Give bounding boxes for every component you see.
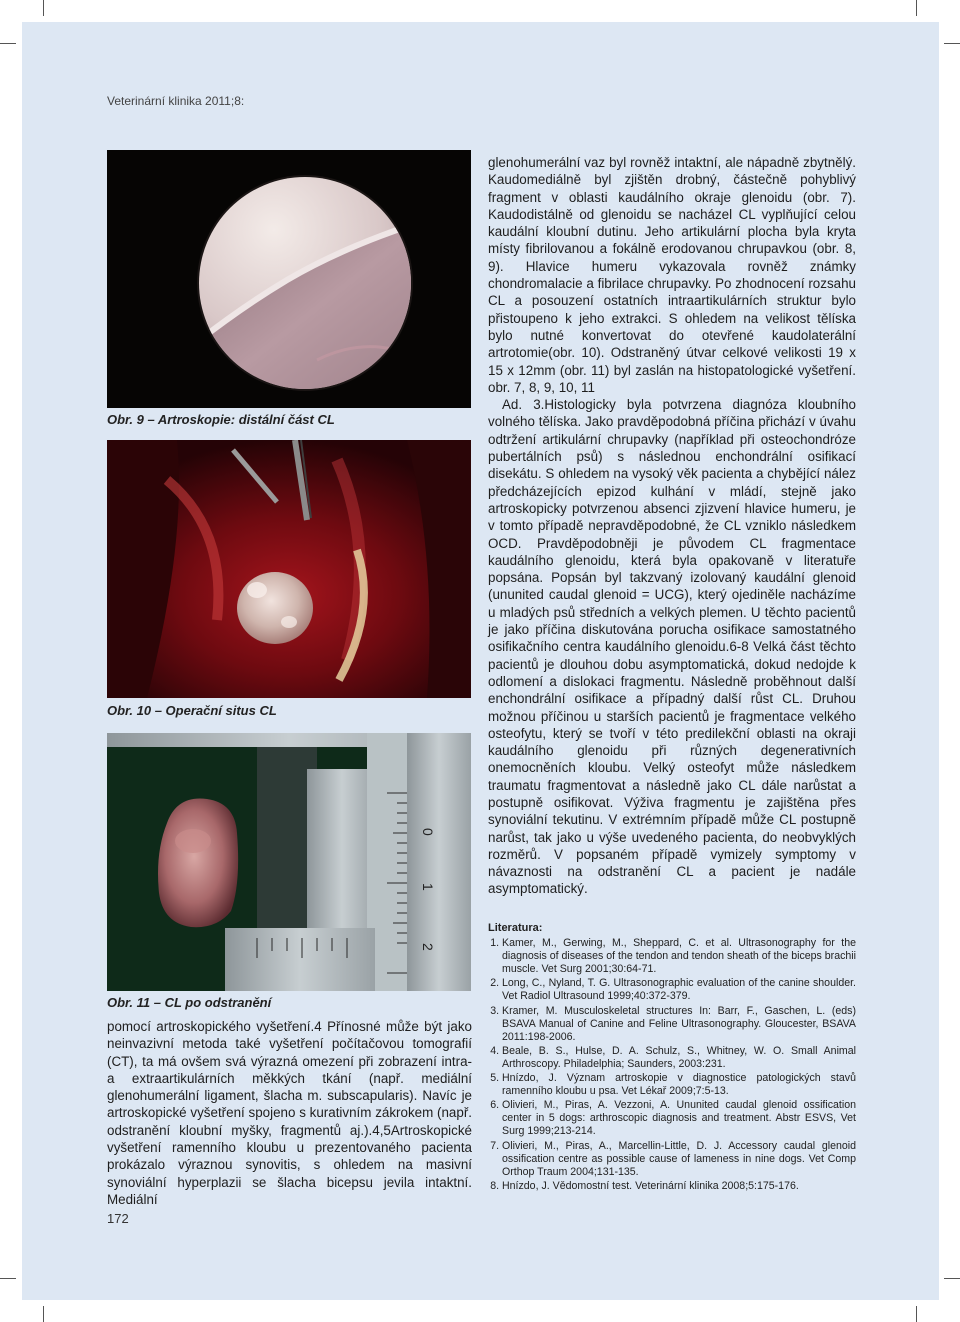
right-column-text <box>488 154 856 898</box>
references-section <box>488 922 856 1194</box>
crop-mark <box>43 1306 44 1322</box>
figure-10-caption: Obr. 10 – Operační situs CL <box>107 703 277 718</box>
body-paragraph: glenohumerální vaz byl rovněž intaktní, ale nápadně zbytnělý. Kaudomediálně byl zjištěn drobný, částečně pohyblivý fragment v oblasti kaudálního okraje glenoidu (obr. 7). Kaudodistálně od glenoidu se nacházel CL vyplňující celou kaudální kloubní dutinu. Jeho artikulární plocha byla kryta místy fibrilovanou a fokálně erodovanou chrupavkou (obr. 8, 9). Hlavice humeru vykazovala rovněž známky chondromalacie a fibrilace chrupavky. Po zhodnocení rozsahu CL a posouzení ostatních intraartikulárních struktur bylo přistoupeno k jeho extrakci. S ohledem na velikost tělíska bylo nutné konvertovat do otevřené kaudolaterální artrotomie(obr. 10). Odstraněný útvar celkové velikosti 19 x 15 x 12mm (obr. 11) byl zaslán na histopatologické vyšetření. obr. 7, 8, 9, 10, 11 <box>488 155 856 395</box>
reference-item: 6. Olivieri, M., Piras, A. Vezzoni, A. Ununited caudal glenoid ossification center in 5 dogs: arthroscopic diagnosis and treatment. Abstr ESVS, Vet Surg 1999;213-214. <box>502 1099 856 1138</box>
crop-mark <box>916 1306 917 1322</box>
references-list <box>488 937 856 1193</box>
surgical-site-photo <box>107 440 471 698</box>
crop-mark <box>944 43 960 44</box>
ruler-digit-1: 1 <box>420 883 436 891</box>
reference-item: 5. Hnízdo, J. Význam artroskopie v diagnostice patologických stavů ramenního kloubu u psa. Vet Lékař 2009;7:5-13. <box>502 1072 856 1098</box>
reference-item: 7. Olivieri, M., Piras, A., Marcellin-Little, D. J. Accessory caudal glenoid ossification centre as possible cause of lameness in nine dogs. Vet Comp Orthop Traum 2004;131-135. <box>502 1140 856 1179</box>
removed-body-photo <box>107 733 471 991</box>
crop-mark <box>0 43 16 44</box>
references-title: Literatura: <box>488 922 543 934</box>
figure-9-caption: Obr. 9 – Artroskopie: distální část CL <box>107 412 335 427</box>
crop-mark <box>43 0 44 16</box>
body-paragraph: Ad. 3.Histologicky byla potvrzena diagnóza kloubního volného tělíska. Jako pravděpodobná příčina přichází v úvahu odtržení artikulární chrupavky (například při osteochondróze pubertálních psů) s následnou enchondrální osifikací disekátu. S ohledem na vysoký věk pacienta a chybějící nález předcházejících epizod kulhání v mládí, stejně jako artroskopicky potvrzenou absenci zjizvení hlavice humeru, je v tomto případě nepravděpodobné, že CL vzniklo následkem OCD. Pravděpodobněji je původem CL fragmentace kaudálního glenoidu, která byla opakovaně v literatuře popsána. Popsán byl takzvaný izolovaný kaudální glenoid (ununited caudal glenoid = UCG), který ojediněle nacházíme u mladých psů středních a velkých plemen. U těchto pacientů je jako příčina diskutována porucha osifikace samostatného osifikačního centra kaudálního glenoidu.6-8 Velká část těchto pacientů je dlouhou dobu asymptomatická, dokud nedojde k odlomení a dislokaci fragmentu. Následně proběhnout další enchondrální osifikace a případný další růst CL. Druhou možnou příčinou u starších pacientů je fragmentace velkého osteofytu, který se tvoří v této predilekční oblasti na okraji kaudálního glenoidu při různých degenerativních onemocněních kloubu. Velký osteofyt může následkem traumatu fragmentovat a následně jako CL dále narůstat a postupně osifikovat. Výživa fragmentu je zajištěna přes synoviální tekutinu. V extrémním případě může CL postupně narůst, tak jako u výše uvedeného pacienta, do neobvyklých rozměrů. V popsaném případě vymizely symptomy v návaznosti na odstranění CL a pacient je nadále asymptomatický. <box>488 397 856 897</box>
arthroscopy-photo <box>107 150 471 408</box>
crop-mark <box>916 0 917 16</box>
body-paragraph: pomocí artroskopického vyšetření.4 Přínosné může být jako neinvazivní metoda také vyšetření počítačovou tomografií (CT), ta má ovšem svá výrazná omezení při zobrazení intra- a extraartikulárních měkkých tkání (např. mediální glenohumerální ligament, šlacha m. subscapularis). Navíc je artroskopické vyšetření spojeno s kurativním zákrokem (např. odstranění kloubní myšky, fragmentů aj.).4,5Artroskopické vyšetření ramenního kloubu u prezentovaného pacienta prokázalo výraznou synovitis, s ohledem na masivní synoviální hyperplazii se šlacha bicepsu jevila intaktní. Mediální <box>107 1019 472 1207</box>
reference-item: 1. Kamer, M., Gerwing, M., Sheppard, C. et al. Ultrasonography for the diagnosis of diseases of the tendon and tendon sheath of the biceps brachii muscle. Vet Surg 2001;30:64-71. <box>502 937 856 976</box>
page-number: 172 <box>107 1211 129 1226</box>
ruler-digit-0: 0 <box>420 828 436 836</box>
running-header: Veterinární klinika 2011;8: <box>107 94 245 108</box>
figure-11-caption: Obr. 11 – CL po odstranění <box>107 995 272 1010</box>
crop-mark <box>0 1278 16 1279</box>
ruler-digit-2: 2 <box>420 943 436 951</box>
crop-mark <box>944 1278 960 1279</box>
left-column-text <box>107 1018 472 1208</box>
reference-item: 2. Long, C., Nyland, T. G. Ultrasonographic evaluation of the canine shoulder. Vet Radiol Ultrasound 1999;40:372-379. <box>502 977 856 1003</box>
reference-item: 3. Kramer, M. Musculoskeletal structures In: Barr, F., Gaschen, L. (eds) BSAVA Manual of Canine and Feline Ultrasonography. Gloucester, BSAVA 2011:198-2006. <box>502 1005 856 1044</box>
reference-item: 4. Beale, B. S., Hulse, D. A. Schulz, S., Whitney, W. O. Small Animal Arthroscopy. Philadelphia; Saunders, 2003:231. <box>502 1045 856 1071</box>
reference-item: 8. Hnízdo, J. Vědomostní test. Veterinární klinika 2008;5:175-176. <box>502 1180 856 1193</box>
